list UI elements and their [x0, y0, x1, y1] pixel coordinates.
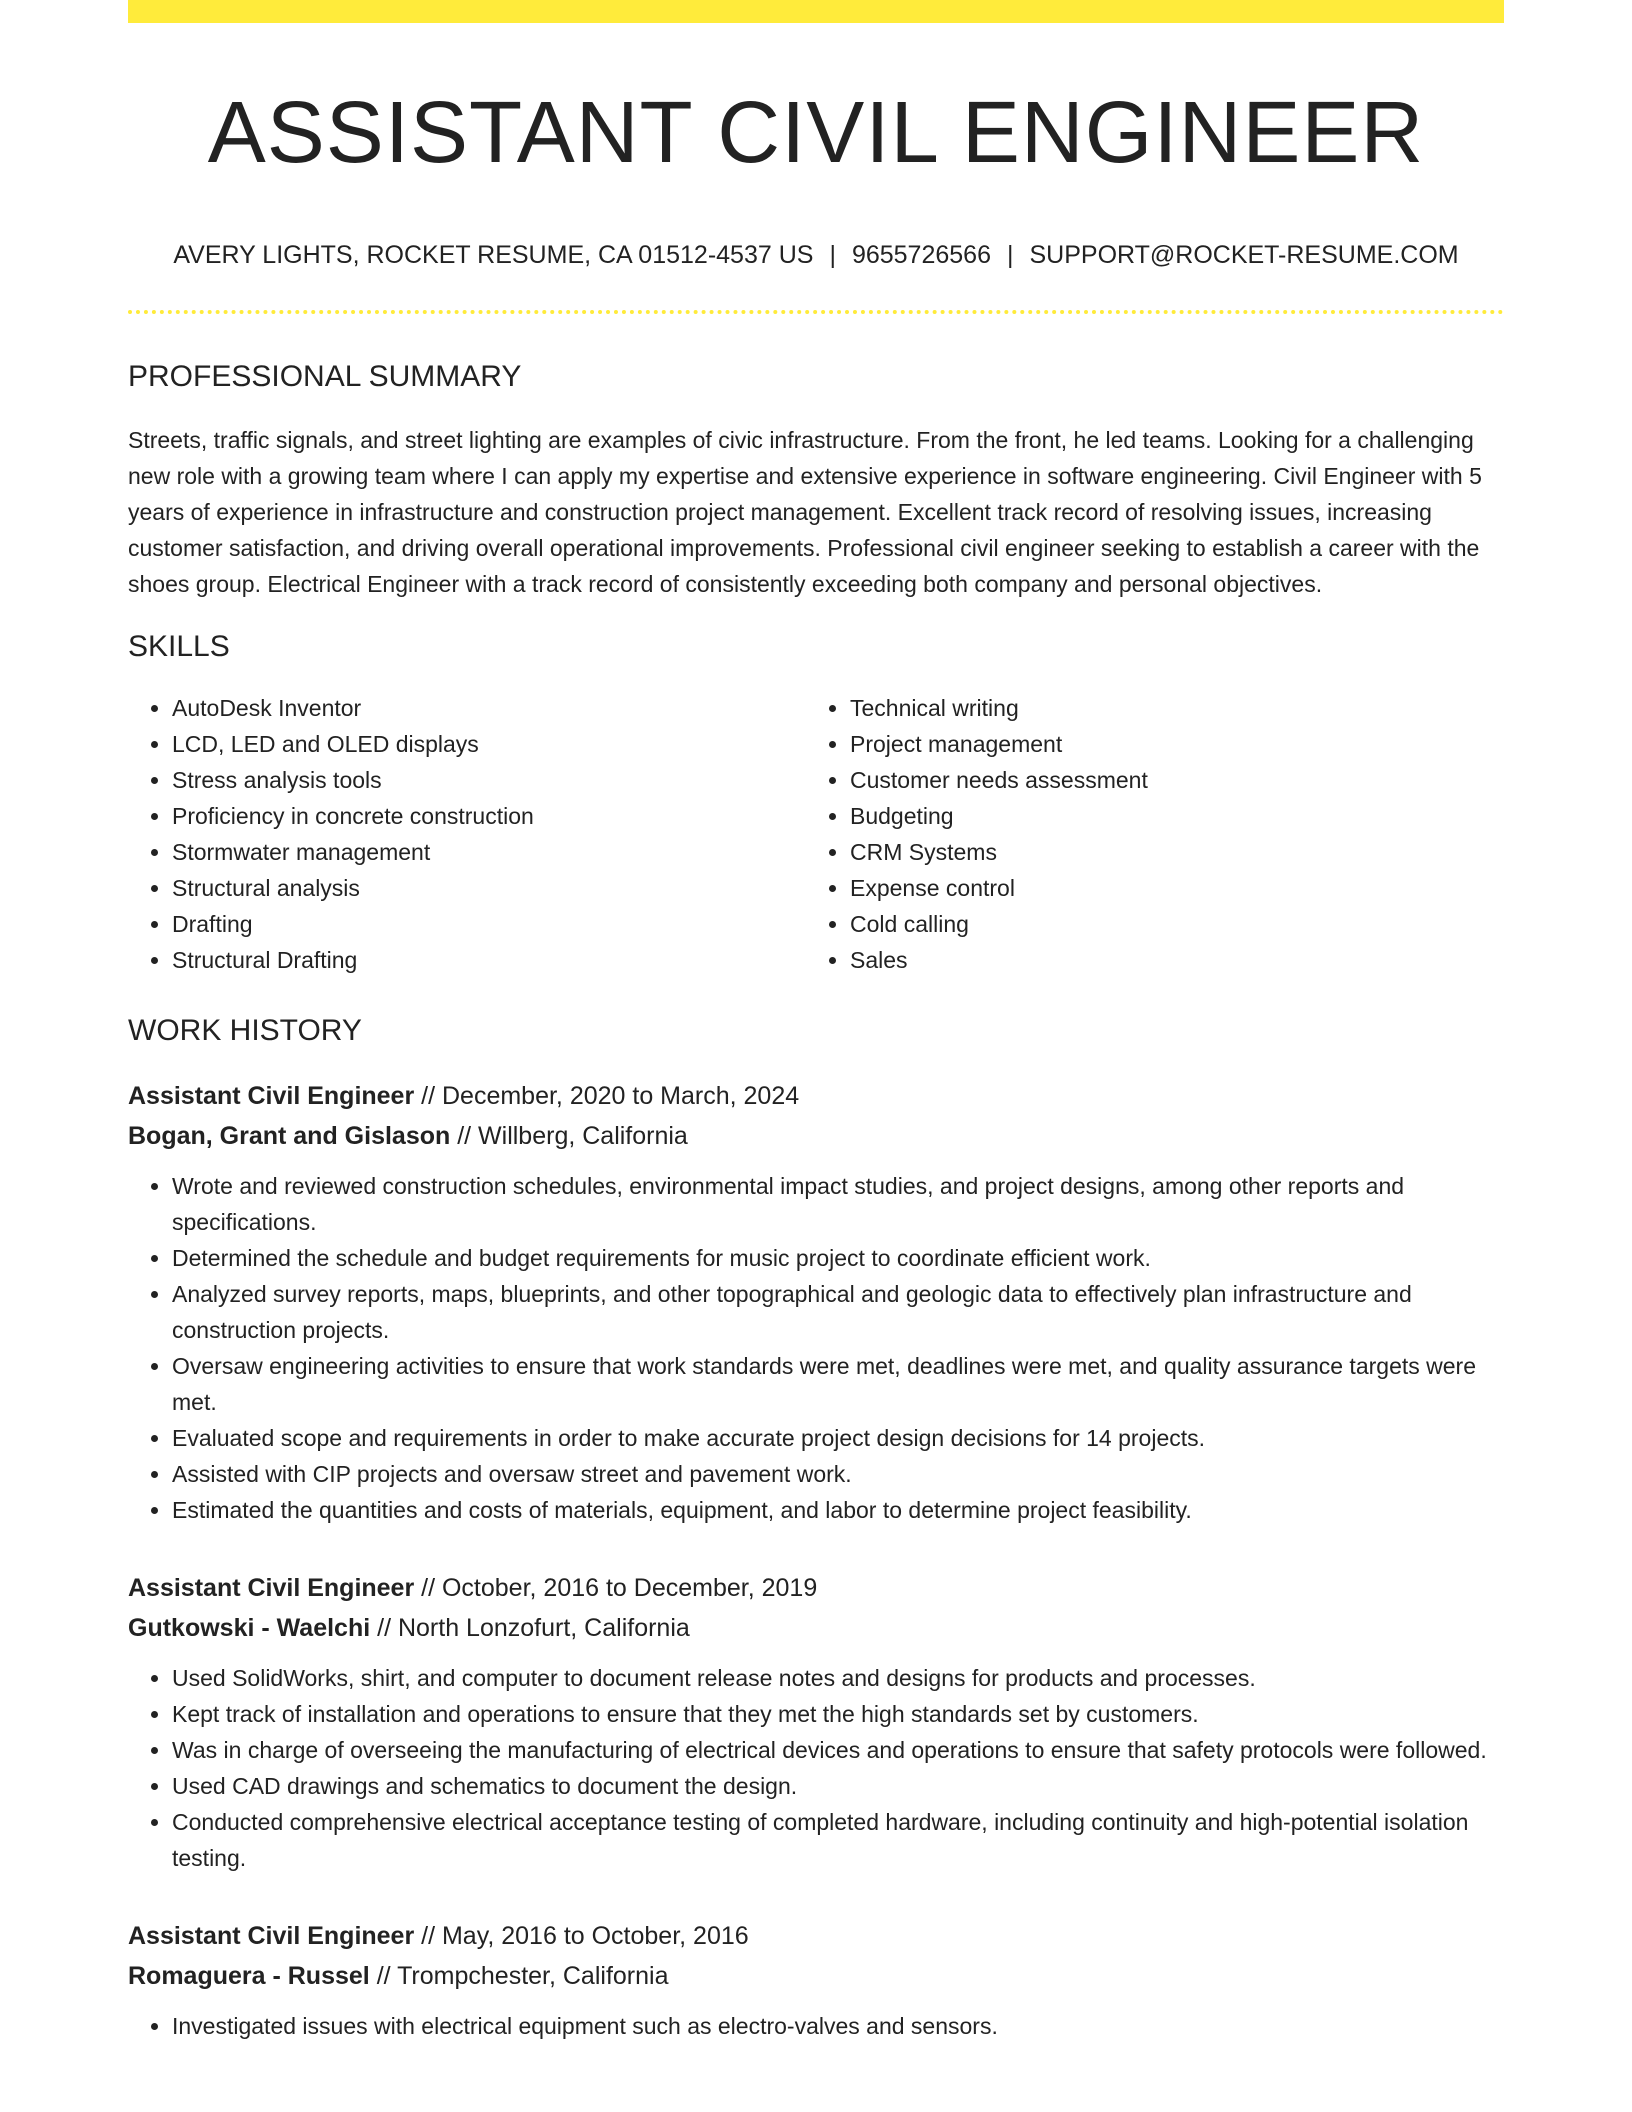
skill-item: • LCD, LED and OLED displays: [172, 726, 806, 762]
summary-heading: PROFESSIONAL SUMMARY: [128, 359, 522, 393]
skill-item: • Technical writing: [850, 690, 1484, 726]
job-role-line: [128, 1568, 1504, 1608]
skill-item: • Expense control: [850, 870, 1484, 906]
skill-item: • Structural analysis: [172, 870, 806, 906]
job-dates: // May, 2016 to October, 2016: [414, 1921, 749, 1950]
job-role-line: [128, 1916, 1504, 1956]
job-bullet: • Determined the schedule and budget requirements for music project to coordinate efficient work.: [172, 1240, 1504, 1276]
work-history-heading: WORK HISTORY: [128, 1013, 362, 1047]
job-role: Assistant Civil Engineer: [128, 1573, 415, 1602]
job-dates: // December, 2020 to March, 2024: [414, 1081, 800, 1110]
job-bullet: • Analyzed survey reports, maps, blueprints, and other topographical and geologic data to effectively plan infrastructure and construction projects.: [172, 1276, 1504, 1348]
job-location: // North Lonzofurt, California: [370, 1613, 690, 1642]
skill-item: • Customer needs assessment: [850, 762, 1484, 798]
job-entry: [128, 1916, 1504, 2044]
skills-column-left: [128, 690, 806, 978]
resume-title: ASSISTANT CIVIL ENGINEER: [207, 84, 1425, 181]
job-bullet: • Investigated issues with electrical equipment such as electro-valves and sensors.: [172, 2008, 1504, 2044]
skill-item: • Drafting: [172, 906, 806, 942]
job-bullet: • Used SolidWorks, shirt, and computer to document release notes and designs for products and processes.: [172, 1660, 1504, 1696]
skill-item: • CRM Systems: [850, 834, 1484, 870]
job-entry: [128, 1076, 1504, 1528]
job-company-line: [128, 1608, 1504, 1648]
skills-column-right: [806, 690, 1484, 978]
job-company-line: [128, 1956, 1504, 1996]
job-bullet: • Assisted with CIP projects and oversaw street and pavement work.: [172, 1456, 1504, 1492]
contact-line: [128, 240, 1504, 269]
job-bullets: [128, 1168, 1504, 1528]
job-bullet: • Oversaw engineering activities to ensure that work standards were met, deadlines were met, and quality assurance targets were met.: [172, 1348, 1504, 1420]
job-bullet: • Conducted comprehensive electrical acceptance testing of completed hardware, including continuity and high-potential isolation testing.: [172, 1804, 1504, 1876]
skill-item: • Proficiency in concrete construction: [172, 798, 806, 834]
job-bullet: • Used CAD drawings and schematics to document the design.: [172, 1768, 1504, 1804]
summary-text: Streets, traffic signals, and street lighting are examples of civic infrastructure. From the front, he led teams. Looking for a challenging new role with a growing team where I can apply my expertise and extensive experience in software engineering. Civil Engineer with 5 years of experience in infrastructure and construction project management. Excellent track record of resolving issues, increasing customer satisfaction, and driving overall operational improvements. Professional civil engineer seeking to establish a career with the shoes group. Electrical Engineer with a track record of consistently exceeding both company and personal objectives.: [128, 426, 1482, 597]
skills-list: [128, 690, 1504, 978]
accent-top-bar: [128, 0, 1504, 23]
job-bullet: • Was in charge of overseeing the manufacturing of electrical devices and operations to ensure that safety protocols were followed.: [172, 1732, 1504, 1768]
skills-heading: SKILLS: [128, 629, 230, 663]
job-bullets: [128, 1660, 1504, 1876]
contact-email: SUPPORT@ROCKET-RESUME.COM: [1029, 240, 1459, 269]
dotted-divider: [128, 310, 1504, 314]
job-company: Gutkowski - Waelchi: [128, 1613, 371, 1642]
contact-separator: |: [1006, 240, 1014, 269]
job-bullet: • Estimated the quantities and costs of materials, equipment, and labor to determine project feasibility.: [172, 1492, 1504, 1528]
resume-page: [128, 0, 1504, 2044]
skill-item: • Project management: [850, 726, 1484, 762]
skill-item: • Stress analysis tools: [172, 762, 806, 798]
job-role-line: [128, 1076, 1504, 1116]
job-company: Bogan, Grant and Gislason: [128, 1121, 451, 1150]
job-company: Romaguera - Russel: [128, 1961, 370, 1990]
job-bullets: [128, 2008, 1504, 2044]
skill-item: • Sales: [850, 942, 1484, 978]
job-location: // Trompchester, California: [369, 1961, 669, 1990]
contact-phone: 9655726566: [851, 240, 991, 269]
job-role: Assistant Civil Engineer: [128, 1081, 415, 1110]
job-bullet: • Kept track of installation and operations to ensure that they met the high standards set by customers.: [172, 1696, 1504, 1732]
contact-address: AVERY LIGHTS, ROCKET RESUME, CA 01512-4537 US: [173, 240, 814, 269]
job-entry: [128, 1568, 1504, 1876]
job-bullet: • Wrote and reviewed construction schedules, environmental impact studies, and project designs, among other reports and specifications.: [172, 1168, 1504, 1240]
skill-item: • Structural Drafting: [172, 942, 806, 978]
job-company-line: [128, 1116, 1504, 1156]
job-bullet: • Evaluated scope and requirements in order to make accurate project design decisions for 14 projects.: [172, 1420, 1504, 1456]
skill-item: • Stormwater management: [172, 834, 806, 870]
skill-item: • Budgeting: [850, 798, 1484, 834]
contact-separator: |: [829, 240, 836, 269]
job-role: Assistant Civil Engineer: [128, 1921, 415, 1950]
job-location: // Willberg, California: [450, 1121, 688, 1150]
skill-item: • Cold calling: [850, 906, 1484, 942]
skill-item: • AutoDesk Inventor: [172, 690, 806, 726]
job-dates: // October, 2016 to December, 2019: [414, 1573, 818, 1602]
